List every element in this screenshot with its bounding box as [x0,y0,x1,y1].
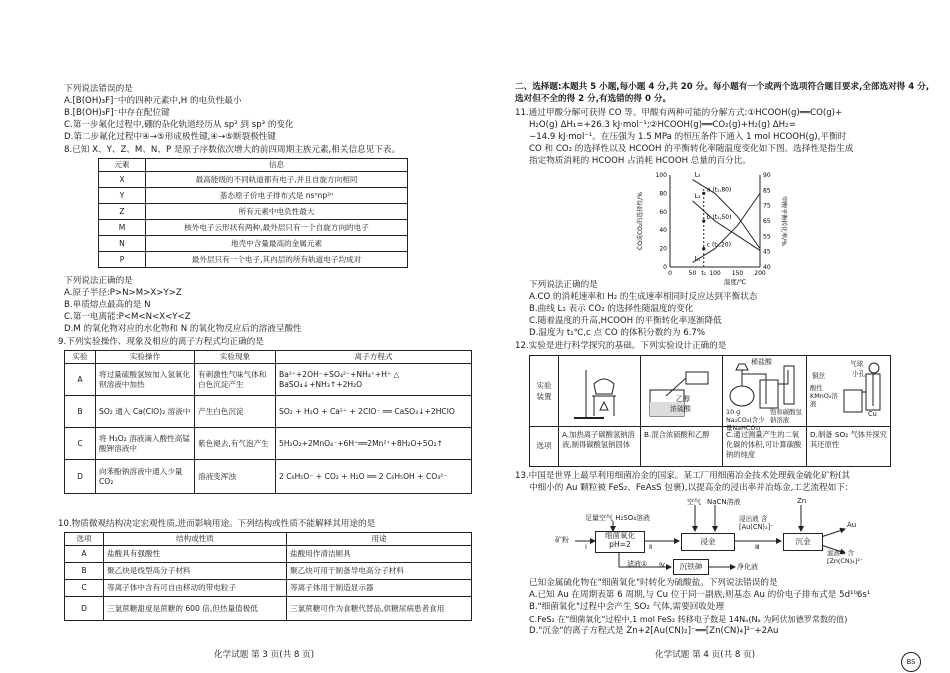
table-cell: 溶液变浑浊 [195,460,276,494]
q7-option-a: A.[B(OH)₃F]⁻中的四种元素中,H 的电负性最小 [64,96,242,106]
table-cell: 所有元素中电负性最大 [146,204,408,220]
q12-row-label: 选项 [536,441,552,450]
y-left-tick-label: 60 [659,208,667,216]
table-cell: 将 H₂O₂ 溶液滴入酸性高锰酸钾溶液中 [96,428,195,460]
table-cell: 核外电子云形状有两种,最外层只有一个自旋方向的电子 [146,220,408,236]
flow-ore: 矿粉 [555,536,569,544]
table-cell: 盐酸具有强酸性 [104,546,287,563]
section-2-heading: 二、选择题:本题共 5 小题,每小题 4 分,共 20 分。每小题有一个或两个选项符合题目要求,全部选对得 4 分,选对但不全的得 2 分,有选错的得 0 分。 [515,82,930,104]
flow-purified-liquid: 净化液 [737,563,758,571]
q11-line-1: 11.通过甲酸分解可获得 CO 等。甲酸有两种可能的分解方式:①HCOOH(g)══CO(g)+ [515,108,843,118]
table-cell: 等离子体中含有可自由移动的带电粒子 [104,580,287,597]
q8-option-c: C.第一电离能:P<M<N<X<Y<Z [64,312,191,322]
table-cell: N [99,236,146,252]
table-row [65,364,472,396]
q7-option-c: C.第一步氟化过程中,硼的杂化轨道经历从 sp² 到 sp³ 的变化 [64,120,294,130]
table-row [99,172,408,188]
table-cell: 向苯酚钠溶液中通入少量 CO₂ [96,460,195,494]
flow-step-precipitate-fe-as: 沉铁砷 [673,559,709,575]
q8-prompt: 下列说法正确的是 [64,276,133,286]
q12-option-d: D.制备 SO₂ 气体并探究其还原性 [810,430,887,449]
q8-option-d: D.M 的氧化物对应的水化物和 N 的氧化物反应后的溶液呈酸性 [64,324,302,334]
table-cell: 产生白色沉淀 [195,396,276,428]
table-cell: 地壳中含量最高的金属元素 [146,236,408,252]
label-small-hole: 小孔 [852,370,866,378]
q11-option-d: D.温度为 t₁℃,c 点 CO 的体积分数约为 6.7% [529,328,706,338]
flow-number-1: Ⅰ [585,543,587,551]
q13-option-d: D."沉金"的离子方程式是 Zn+2[Au(CN)₂]⁻══[Zn(CN)₄]²⁻+2Au [529,626,779,636]
flow-step-leach-gold: 浸金 [681,533,735,551]
table-cell: D [65,460,96,494]
q11-line-3: −14.9 kJ·mol⁻¹。在压强为 1.5 MPa 的恒压条件下通入 1 mol HCOOH(g),平衡时 [529,132,847,142]
table-row [65,460,472,494]
y-right-tick-label: 55 [763,233,771,241]
q11-option-c: C.随着温度的升高,HCOOH 的平衡转化率逐渐降低 [529,316,722,326]
table-row [65,428,472,460]
x-tick-label: 200 [754,270,766,277]
apparatus-a-icon [564,362,636,422]
table-cell: X [99,172,146,188]
q11-option-a: A.CO 的消耗速率和 H₂ 的生成速率相同时反应达到平衡状态 [529,292,758,302]
q13-line-1: 13.中国是世界上最早利用细菌冶金的国家。某工厂用细菌冶金技术处理载金硫化矿粉(其 [515,471,850,481]
x-axis-label: 温度/℃ [723,278,747,286]
table-cell: 2 C₆H₅O⁻ + CO₂ + H₂O ══ 2 C₆H₅OH + CO₃²⁻ [276,460,472,494]
table-cell: 聚乙炔可用于制备导电高分子材料 [287,563,472,580]
q10-table [64,532,472,621]
table-cell: 最高能级的不同轨道都有电子,并且自旋方向相同 [146,172,408,188]
flow-filtrate-2: 滤液② 含[Zn(CN)₄]²⁻ [827,549,864,565]
table-cell: 基态原子价电子排布式是 nsⁿnp²ⁿ [146,188,408,204]
q11-line-5: 指定物质消耗的 HCOOH 占消耗 HCOOH 总量的百分比。 [529,156,751,166]
q11-chart [630,167,800,292]
series-label: L₃ [694,191,701,200]
flow-reagents: 足量空气 H₂SO₄溶液 [585,514,651,522]
table-cell: 等离子体用于制造显示器 [287,580,472,597]
label-kmno4: 酸性KMnO₄溶液 [810,384,838,408]
table-header: 元素 [99,159,146,172]
x-tick-label: 100 [709,270,721,277]
table-cell: D [65,597,104,621]
right-page [475,0,950,673]
page-footer-right: 化学试题 第 4 页(共 8 页) [655,650,756,660]
table-header: 实验操作 [96,351,195,364]
table-row [65,396,472,428]
table-cell: 聚乙炔是线型高分子材料 [104,563,287,580]
table-header: 选项 [65,533,104,546]
label-cu: Cu [868,410,877,418]
y-axis-left-label: CO或CO₂的选择性/% [637,192,644,250]
label-balloon: 气球 [850,360,864,368]
q11-option-b: B.曲线 L₁ 表示 CO₂ 的选择性随温度的变化 [529,304,694,314]
point-marker [702,219,705,222]
table-cell: B [65,396,96,428]
label-copper-wire: 铜丝 [812,372,826,380]
apparatus-c-icon [726,360,804,410]
table-cell: M [99,220,146,236]
point-label: a (t₁,80) [706,186,732,194]
table-cell: 三氯蔗糖甜度是蔗糖的 600 倍,但热量值极低 [104,597,287,621]
table-row [99,252,408,268]
q7-option-b: B.[B(OH)₃F]⁻中存在配位键 [64,108,170,118]
q12-option-c: C.通过测量产生的二氧化碳的体积,可计算碳酸钠的纯度 [726,430,802,459]
flow-gold-product: Au [847,521,857,529]
q12-table [529,355,891,467]
label-dilute-hcl: 稀盐酸 [751,358,772,366]
q9-table [64,350,472,494]
label-ethanol: 乙醇 [676,395,690,403]
label-nahco3-solution: 饱和碳酸氢钠溶液 [770,408,802,424]
q11-prompt: 下列说法正确的是 [529,280,598,290]
y-axis-right-label: 甲酸平衡转化率/% [780,196,787,246]
table-row [99,236,408,252]
flow-air: 空气 [687,498,701,506]
table-cell: P [99,252,146,268]
point-marker [702,192,705,195]
y-left-tick-label: 100 [655,172,667,179]
table-header-row [65,351,472,364]
point-label: b (t₁,50) [706,214,732,221]
y-right-tick-label: 45 [763,248,771,256]
flow-number-3: Ⅲ [755,543,760,551]
y-right-tick-label: 40 [763,264,771,271]
table-row [65,546,472,563]
point-marker [702,247,705,250]
q12-stem: 12.实验是进行科学探究的基础。下列实验设计正确的是 [515,341,727,351]
table-cell: SO₂ 通入 Ca(ClO)₂ 溶液中 [96,396,195,428]
q8-stem: 8.已知 X、Y、Z、M、N、P 是原子序数依次增大的前四周期主族元素,相关信息见下表。 [64,145,401,155]
flow-filtrate-1: 滤液① [627,560,648,568]
table-header: 实验 [65,351,96,364]
table-cell: C [65,580,104,597]
corner-logo: BS [901,652,921,672]
q8-table [98,158,408,268]
flow-number-2: Ⅱ [649,543,653,551]
table-header-row [65,533,472,546]
table-cell: B [65,563,104,580]
q12-row-label: 实验装置 [536,381,552,401]
q10-stem: 10.物质微观结构决定宏观性质,进而影响用途。下列结构或性质不能解释其用途的是 [58,519,376,529]
y-right-tick-label: 65 [763,218,771,225]
table-cell: 有刺激性气味气体和白色沉淀产生 [195,364,276,396]
label-na2co3: 10 g Na₂CO₃(含少量NaHCO₃) [726,408,765,432]
table-header: 结构或性质 [104,533,287,546]
q13-option-b: B."细菌氧化"过程中会产生 SO₂ 气体,需要回收处理 [529,602,725,612]
q7-prompt: 下列说法错误的是 [64,84,133,94]
y-right-tick-label: 90 [763,172,771,179]
y-left-tick-label: 80 [659,190,667,198]
table-cell: C [65,428,96,460]
table-row [99,188,408,204]
table-row [65,597,472,621]
q13-option-c: C.FeS₂ 在"细菌氧化"过程中,1 mol FeS₂ 转移电子数是 14Nₐ(Nₐ 为阿伏加德罗常数的值) [529,614,848,624]
q8-option-b: B.单质熔点最高的是 N [64,300,151,310]
table-cell: Y [99,188,146,204]
q12-option-a: A.加热离子碳酸氢钠溶液,制得碳酸氢钠固体 [562,430,635,449]
table-cell: 盐酸用作清洁厕具 [287,546,472,563]
q9-stem: 9.下列实验操作、现象及相应的离子方程式均正确的是 [58,337,264,347]
y-right-tick-label: 75 [763,202,771,210]
table-header: 信息 [146,159,408,172]
q7-option-d: D.第二步氟化过程中④→⑤形成极性键,④→⑤断裂极性键 [64,132,276,142]
flow-step-bacterial-oxidation: 细菌氧化 pH=2 [595,531,645,553]
table-header-row [99,159,408,172]
q11-line-4: CO 和 CO₂ 的选择性以及 HCOOH 的平衡转化率随温度变化如下图。选择性是指生成 [529,144,854,154]
x-tick-label: 0 [668,270,672,277]
q13-option-a: A.已知 Au 在周期表第 6 周期,与 Cu 位于同一副族,则基态 Au 的价电子排布式是 5d¹⁰6s¹ [529,590,871,600]
table-row [99,220,408,236]
table-header: 实验现象 [195,351,276,364]
table-cell: A [65,546,104,563]
table-cell: Z [99,204,146,220]
flow-number-4: Ⅳ [659,561,665,569]
table-header: 用途 [287,533,472,546]
table-cell: A [65,364,96,396]
table-cell: 紫色褪去,有气泡产生 [195,428,276,460]
series-label: L₁ [694,254,701,263]
table-header: 离子方程式 [276,351,472,364]
flow-step-precipitate-gold: 沉金 [783,533,823,551]
chart-points [702,186,731,250]
table-cell: 三氯蔗糖可作为食糖代替品,供糖尿病患者食用 [287,597,472,621]
table-cell: Ba²⁺+2OH⁻+SO₄²⁻+NH₄⁺+H⁺ △ BaSO₄↓+NH₃↑+2H₂O [276,364,472,396]
x-tick-label: 150 [731,270,744,277]
q13-flow-diagram [555,497,885,577]
y-left-tick-label: 20 [659,245,667,253]
table-cell: 最外层只有一个电子,其内层的所有轨道电子均成对 [146,252,408,268]
table-cell: 5H₂O₂+2MnO₄⁻+6H⁺══2Mn²⁺+8H₂O+5O₂↑ [276,428,472,460]
q13-prompt: 已知金属硫化物在"细菌氧化"时转化为硫酸盐。下列说法错误的是 [529,578,778,588]
flow-zn: Zn [797,497,807,505]
q13-line-2: 中细小的 Au 颗粒被 FeS₂、FeAsS 包裹),以提高金的浸出率并冶炼金,工艺流程如下: [529,483,848,493]
y-right-tick-label: 85 [763,187,771,195]
label-conc-sulfuric: 浓硫酸 [670,405,691,413]
q8-option-a: A.原子半径:P>N>M>X>Y>Z [64,288,182,298]
q11-line-2: H₂O(g) ΔH₁=+26.3 kJ·mol⁻¹;②HCOOH(g)══CO₂(g)+H₂(g) ΔH₂= [529,120,796,130]
y-left-tick-label: 0 [663,264,667,271]
table-row [65,563,472,580]
flow-leach-liquor: 浸出液 含[Au(CN)₂]⁻ [739,515,774,531]
table-row [65,580,472,597]
x-tick-label: t₁ [701,270,707,277]
table-cell: SO₂ + H₂O + Ca²⁺ + 2ClO⁻ ══ CaSO₃↓+2HClO [276,396,472,428]
x-tick-label: 50 [688,270,697,277]
q12-option-b: B.混合浓硫酸和乙醇 [644,430,710,439]
page-footer-left: 化学试题 第 3 页(共 8 页) [214,650,315,660]
y-left-tick-label: 40 [659,227,667,235]
flow-nacn: NaCN溶液 [707,498,741,506]
series-label: L₂ [694,170,701,179]
table-cell: 将过量硫酸氢铵加入氢氧化钡溶液中加热 [96,364,195,396]
table-row [99,204,408,220]
point-label: c (t₁,20) [706,241,731,249]
